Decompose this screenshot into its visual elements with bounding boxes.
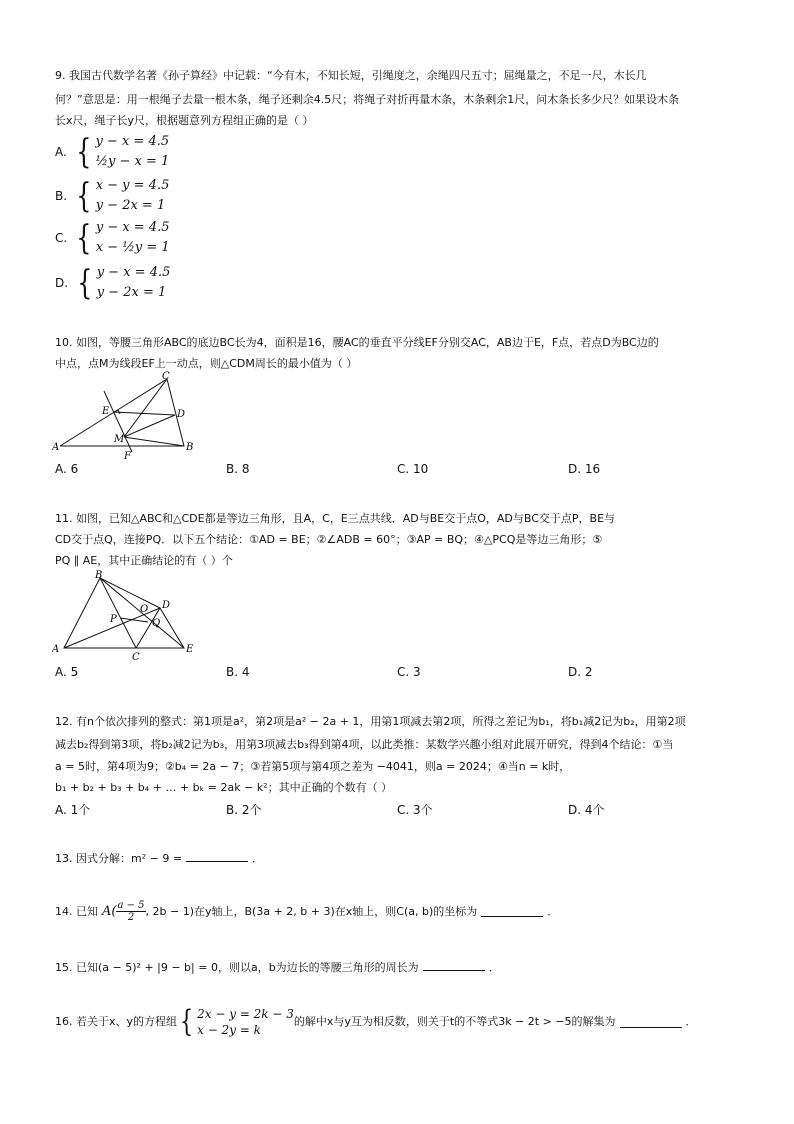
q10-option-d[interactable]: D. 16 <box>568 462 601 476</box>
q11-stem-line3: PQ ∥ AE，其中正确结论的有（ ）个 <box>55 554 233 567</box>
fraction-numerator: a − 5 <box>117 900 145 911</box>
brace: { <box>76 132 92 172</box>
q10-stem-line1: 10. 如图，等腰三角形ABC的底边BC长为4，面积是16，腰AC的垂直平分线EF分别交AC，AB边于E，F点，若点D为BC边的 <box>55 336 659 349</box>
q15-suffix: ． <box>488 961 500 974</box>
q14-prefix: 14. 已知 <box>55 904 98 918</box>
brace: { <box>76 176 92 216</box>
q14-suffix: ． <box>547 904 559 918</box>
q16-line <box>55 1006 697 1038</box>
label-a: A <box>52 644 60 655</box>
q15-answer-blank[interactable] <box>423 960 485 971</box>
brace: { <box>76 218 92 258</box>
q12-option-d[interactable]: D. 4个 <box>568 803 605 817</box>
q16-suffix: ． <box>685 1015 697 1028</box>
q9-option-c[interactable] <box>55 218 170 258</box>
label-d: D <box>162 600 171 611</box>
brace: { <box>179 1004 194 1039</box>
equation: y − x = 4.5 <box>96 265 171 280</box>
q15-text: 15. 已知(a − 5)² + |9 − b| = 0，则以a，b为边长的等腰三角形的周长为 <box>55 961 419 974</box>
q14-rest: , 2b − 1)在y轴上，B(3a + 2, b + 3)在x轴上，则C(a, b)的坐标为 <box>145 904 478 918</box>
equation: 2x − y = 2k − 3 <box>197 1007 294 1021</box>
q16-rest: 的解中x与y互为相反数，则关于t的不等式3k − 2t > −5的解集为 <box>293 1015 616 1028</box>
brace: { <box>77 263 93 303</box>
equation: ½y − x = 1 <box>95 154 170 169</box>
q9-option-b[interactable] <box>55 176 169 216</box>
q11-option-d[interactable]: D. 2 <box>568 665 593 679</box>
label-o: O <box>140 604 149 615</box>
equation: y − x = 4.5 <box>95 220 170 235</box>
label-c: C <box>162 371 170 382</box>
label-q: Q <box>152 618 161 629</box>
q14-line <box>55 900 558 923</box>
q14-answer-blank[interactable] <box>481 906 543 917</box>
q13-line <box>55 851 263 866</box>
equation: y − x = 4.5 <box>95 134 170 149</box>
q12-option-c[interactable]: C. 3个 <box>397 803 433 817</box>
q10-figure <box>52 370 202 460</box>
label-e: E <box>102 406 110 417</box>
point-a: A( <box>102 903 117 919</box>
equation: y − 2x = 1 <box>96 285 167 300</box>
triangle-abc <box>64 578 136 648</box>
q9-stem-line3: 长x尺，绳子长y尺，根据题意列方程组正确的是（ ） <box>55 114 314 127</box>
equation: x − ½y = 1 <box>95 240 170 255</box>
q9-stem-line2: 何？”意思是：用一根绳子去量一根木条，绳子还剩余4.5尺；将绳子对折再量木条，木条剩余1尺，问木条长多少尺？如果设木条 <box>55 93 680 106</box>
equation: x − 2y = k <box>197 1023 261 1037</box>
equation: y − 2x = 1 <box>95 198 166 213</box>
label-c: C <box>132 652 140 662</box>
q16-answer-blank[interactable] <box>620 1017 682 1028</box>
q11-stem-line1: 11. 如图，已知△ABC和△CDE都是等边三角形，且A，C，E三点共线．AD与BE交于点O，AD与BC交于点P，BE与 <box>55 512 616 525</box>
option-label: C. <box>55 231 68 245</box>
q11-option-a[interactable]: A. 5 <box>55 665 79 679</box>
label-e: E <box>186 644 194 655</box>
q13-answer-blank[interactable] <box>186 851 248 862</box>
label-d: D <box>177 409 186 420</box>
q13-suffix: ． <box>252 852 264 865</box>
label-m: M <box>114 434 125 445</box>
q13-text: 13. 因式分解：m² − 9 = <box>55 852 183 865</box>
label-f: F <box>124 451 131 460</box>
label-p: P <box>110 614 117 625</box>
q12-option-b[interactable]: B. 2个 <box>226 803 262 817</box>
q11-figure <box>52 570 202 662</box>
line-cm <box>124 379 167 437</box>
q11-option-c[interactable]: C. 3 <box>397 665 421 679</box>
q12-stem-line1: 12. 有n个依次排列的整式：第1项是a²，第2项是a² − 2a + 1，用第1项减去第2项，所得之差记为b₁，将b₁减2记为b₂，用第2项 <box>55 715 686 728</box>
q10-stem-line2: 中点，点M为线段EF上一动点，则△CDM周长的最小值为（ ） <box>55 357 358 370</box>
q9-option-a[interactable] <box>55 132 169 172</box>
q15-line <box>55 960 500 975</box>
label-a: A <box>52 442 60 453</box>
q12-stem-line3: a = 5时，第4项为9；②b₄ = 2a − 7；③若第5项与第4项之差为 −4041，则a = 2024；④当n = k时， <box>55 760 571 773</box>
label-b: B <box>95 570 103 581</box>
option-label: D. <box>55 276 69 290</box>
q10-option-a[interactable]: A. 6 <box>55 462 79 476</box>
q11-stem-line2: CD交于点Q，连接PQ．以下五个结论：①AD = BE；②∠ADB = 60°；③AP = BQ；④△PCQ是等边三角形；⑤ <box>55 533 603 546</box>
option-label: B. <box>55 189 68 203</box>
q11-option-b[interactable]: B. 4 <box>226 665 250 679</box>
label-b: B <box>186 442 194 453</box>
q12-option-a[interactable]: A. 1个 <box>55 803 91 817</box>
q10-option-b[interactable]: B. 8 <box>226 462 250 476</box>
line-bm <box>124 437 184 446</box>
equation: x − y = 4.5 <box>95 178 170 193</box>
q9-option-d[interactable] <box>55 263 170 303</box>
fraction <box>116 900 145 923</box>
option-label: A. <box>55 145 67 159</box>
q16-prefix: 16. 若关于x、y的方程组 <box>55 1015 178 1028</box>
q12-stem-line4: b₁ + b₂ + b₃ + b₄ + … + bₖ = 2ak − k²；其中正确的个数有（ ） <box>55 781 393 794</box>
q9-stem-line1: 9. 我国古代数学名著《孙子算经》中记载：“今有木，不知长短，引绳度之，余绳四尺五寸；屈绳量之，不足一尺，木长几 <box>55 69 647 82</box>
line-ed <box>114 412 175 415</box>
fraction-denominator: 2 <box>127 912 135 923</box>
q10-option-c[interactable]: C. 10 <box>397 462 429 476</box>
q12-stem-line2: 减去b₂得到第3项，将b₂减2记为b₃，用第3项减去b₃得到第4项，以此类推：某数学兴趣小组对此展开研究，得到4个结论：①当 <box>55 738 674 751</box>
